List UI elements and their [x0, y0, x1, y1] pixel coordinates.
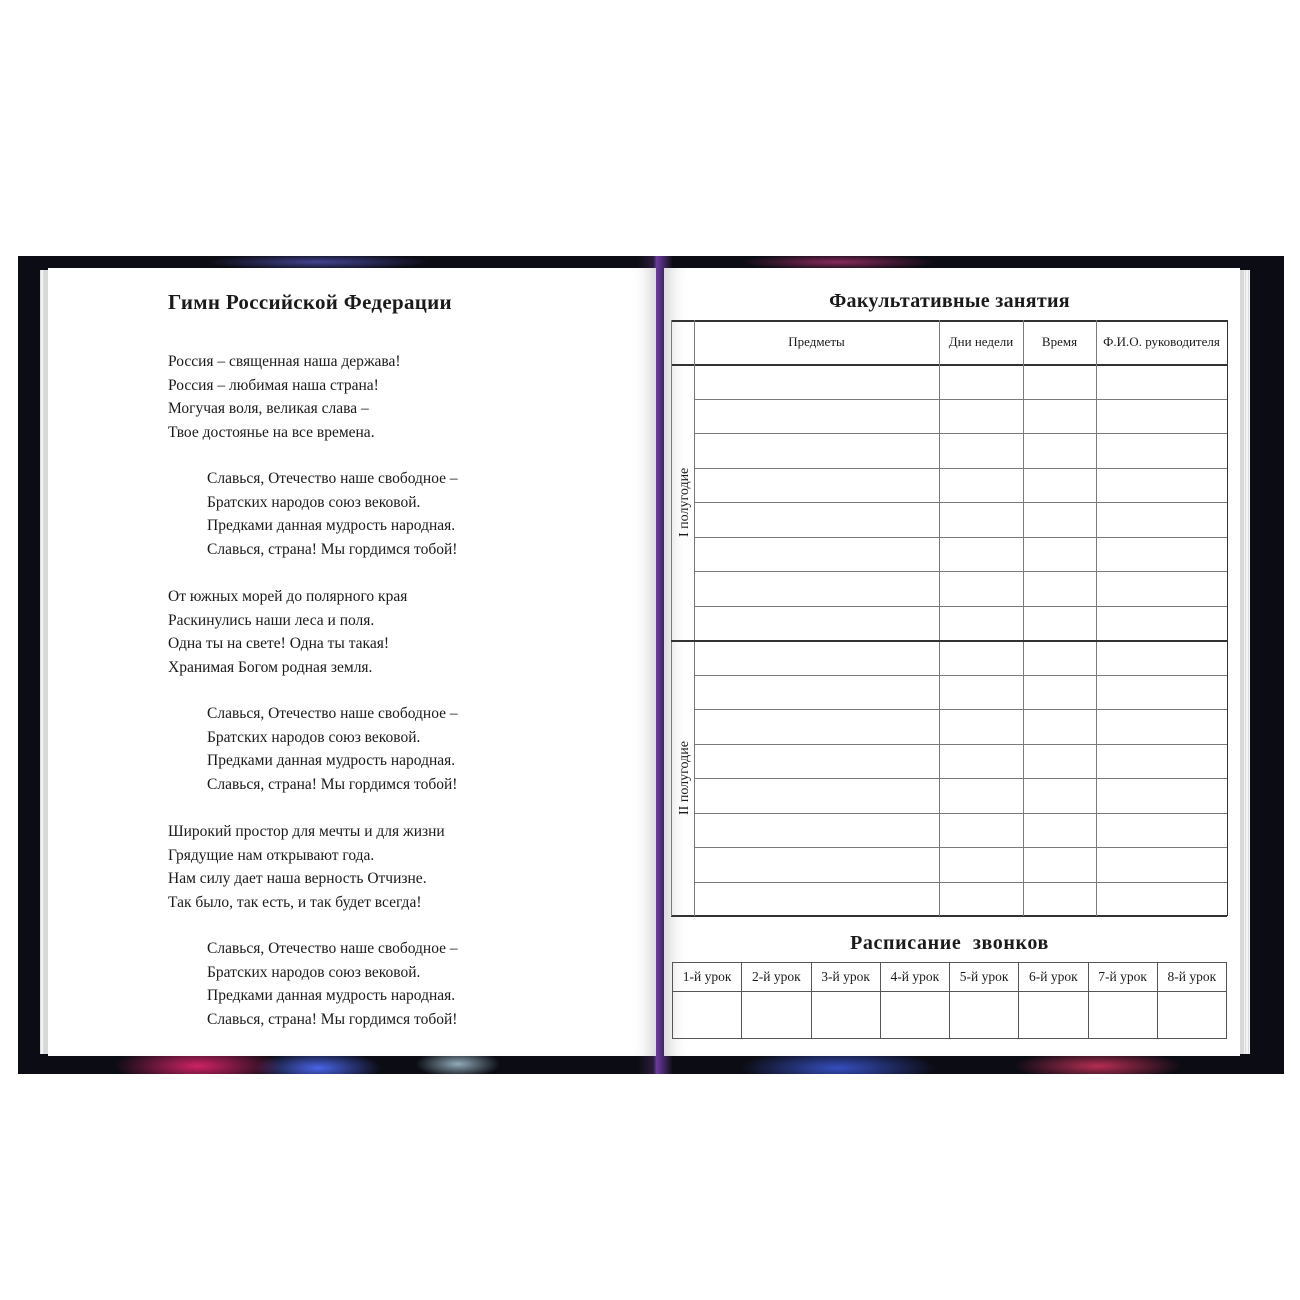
anthem-line: Предками данная мудрость народная. [207, 517, 456, 534]
anthem-verse [168, 585, 407, 679]
lesson-header-cell: 5-й урок [950, 963, 1019, 992]
lesson-time-cell [811, 992, 880, 1039]
anthem-line: Братских народов союз вековой. [207, 963, 421, 981]
table-column-divider [671, 320, 672, 916]
table-header-cell: Время [1041, 334, 1078, 349]
anthem-line: Славься, Отечество наше свободное – [207, 705, 458, 722]
table-header-cell: Предметы [788, 334, 845, 349]
anthem-line: Братских народов союз вековой. [207, 728, 421, 746]
table-header-cell: Ф.И.О. руководителя [1103, 334, 1220, 349]
page-edges-left [40, 270, 48, 1054]
anthem-line: Одна ты на свете! Одна ты такая! [168, 635, 390, 652]
anthem-line: Славься, страна! Мы гордимся тобой! [207, 775, 458, 793]
anthem-verse [168, 820, 445, 914]
anthem-line: Славься, страна! Мы гордимся тобой! [207, 540, 458, 558]
table-row-line [694, 537, 1227, 538]
table-row-line [694, 813, 1227, 814]
anthem-line: Твое достоянье на все времена. [168, 423, 375, 441]
electives-table [671, 320, 1227, 916]
anthem-line: Славься, страна! Мы гордимся тобой! [207, 1010, 458, 1028]
anthem-line: Так было, так есть, и так будет всегда! [168, 893, 422, 911]
anthem-line: Грядущие нам открывают года. [168, 846, 375, 864]
anthem-line: От южных морей до полярного края [168, 588, 408, 605]
lesson-time-cell [880, 992, 949, 1039]
bell-schedule-title: Расписание звонков [850, 932, 1049, 954]
lesson-time-cell [1157, 992, 1226, 1039]
lesson-header-cell: 6-й урок [1019, 963, 1088, 992]
lesson-time-cell [950, 992, 1019, 1039]
anthem-chorus [207, 467, 458, 561]
table-row-line [694, 778, 1227, 779]
bell-schedule-table [672, 962, 1227, 1039]
anthem-verse [168, 350, 401, 444]
table-column-divider [1227, 320, 1228, 916]
lesson-header-cell: 8-й урок [1157, 963, 1226, 992]
table-column-divider [1023, 320, 1024, 916]
table-header-divider [671, 364, 1227, 366]
table-row-line [694, 571, 1227, 572]
table-row-line [694, 675, 1227, 676]
anthem-chorus [207, 702, 458, 796]
anthem-title: Гимн Российской Федерации [168, 290, 452, 314]
table-row-line [694, 606, 1227, 607]
anthem-line: Братских народов союз вековой. [207, 493, 421, 511]
table-row-line [694, 847, 1227, 848]
table-row-line [694, 709, 1227, 710]
anthem-line: Нам силу дает наша верность Отчизне. [168, 870, 427, 887]
lesson-time-cell [1088, 992, 1157, 1039]
table-row-line [694, 502, 1227, 503]
table-column-divider [939, 320, 940, 916]
table-header-cell: Дни недели [948, 334, 1014, 349]
page-edges-right [1240, 270, 1250, 1054]
lesson-header-cell: 3-й урок [811, 963, 880, 992]
table-column-divider [1096, 320, 1097, 916]
lesson-time-cell [673, 992, 742, 1039]
anthem-line: Славься, Отечество наше свободное – [207, 470, 458, 487]
table-border-bottom [671, 915, 1227, 917]
lesson-time-cell [1019, 992, 1088, 1039]
electives-title: Факультативные занятия [829, 290, 1070, 312]
anthem-line: Хранимая Богом родная земля. [168, 658, 373, 676]
anthem-line: Россия – любимая наша страна! [168, 376, 379, 394]
anthem-line: Раскинулись наши леса и поля. [168, 611, 375, 629]
table-row-line [694, 468, 1227, 469]
anthem-line: Предками данная мудрость народная. [207, 987, 456, 1004]
table-row-line [694, 433, 1227, 434]
anthem-line: Могучая воля, великая слава – [168, 400, 369, 417]
anthem-line: Россия – священная наша держава! [168, 353, 401, 370]
table-row-line [694, 399, 1227, 400]
lesson-header-cell: 7-й урок [1088, 963, 1157, 992]
table-row-line [694, 882, 1227, 883]
table-row-line [694, 744, 1227, 745]
lesson-header-cell: 4-й урок [880, 963, 949, 992]
semester-label: I полугодие [677, 467, 692, 537]
anthem-chorus [207, 937, 458, 1031]
semester-label: II полугодие [677, 741, 692, 815]
anthem-line: Славься, Отечество наше свободное – [207, 940, 458, 957]
lesson-header-cell: 2-й урок [742, 963, 811, 992]
lesson-header-cell: 1-й урок [673, 963, 742, 992]
anthem-line: Предками данная мудрость народная. [207, 752, 456, 769]
anthem-line: Широкий простор для мечты и для жизни [168, 823, 445, 840]
lesson-time-cell [742, 992, 811, 1039]
section-divider [671, 640, 1227, 642]
